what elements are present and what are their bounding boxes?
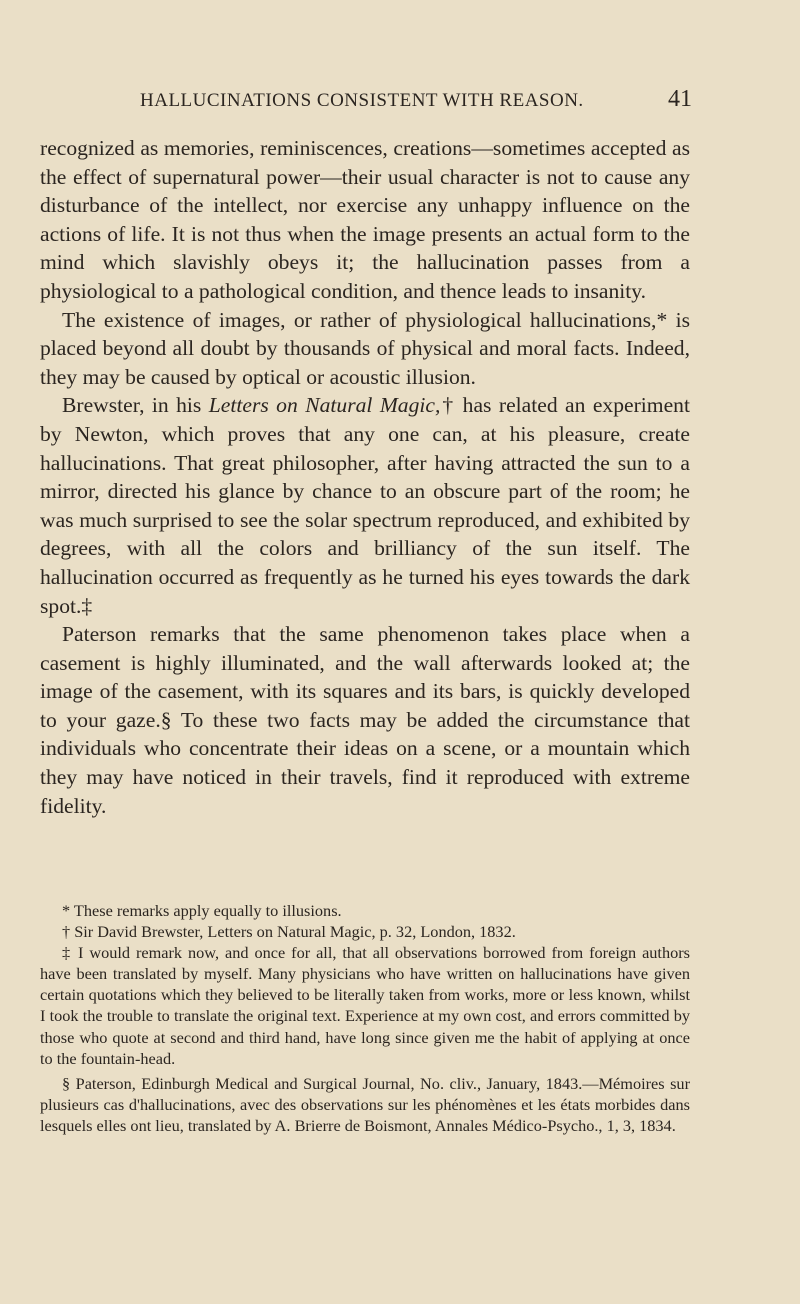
paragraph-4: Paterson remarks that the same phenomenon takes place when a casement is highly illuminated, and the wall afterwards looked at; the image of the casement, with its squares and its bars, is quickly developed to your gaze.§ To these two facts may be added the circumstance that individuals who concentrate their ideas on a scene, or a mountain which they may have noticed in their travels, find it reproduced with extreme fidelity.	[40, 622, 690, 818]
body-text	[40, 134, 690, 820]
footnote-dagger: † Sir David Brewster, Letters on Natural Magic, p. 32, London, 1832.	[62, 922, 516, 942]
page-header	[140, 86, 692, 120]
book-title-italic: Letters on Natural Magic,	[208, 393, 441, 418]
footnotes	[40, 900, 690, 1136]
running-head: HALLUCINATIONS CONSISTENT WITH REASON.	[140, 90, 584, 111]
paragraph-3-end: † has related an experiment by Newton, which proves that any one can, at his pleasure, create hallucinations. That great philosopher, after having attracted the sun to a mirror, directed his glance by chance to an obscure part of the room; he was much surprised to see the solar spectrum reproduced, and exhibited by degrees, with all the colors and brilliancy of the sun itself. The hallucination occurred as frequently as he turned his eyes towards the dark spot.‡	[40, 393, 690, 618]
footnote-double-dagger: ‡ I would remark now, and once for all, that all observations borrowed from foreign authors have been translated by myself. Many physicians who have written on hallucinations have given certain quotations which they believed to be literally taken from works, more or less known, whilst I took the trouble to translate the original text. Experience at my own cost, and errors committed by those who quote at second and third hand, have long since given me the habit of applying at once to the fountain-head.	[40, 943, 690, 1068]
footnote-asterisk: * These remarks apply equally to illusions.	[62, 901, 342, 920]
paragraph-2: The existence of images, or rather of physiological hallucinations,* is placed beyond all doubt by thousands of physical and moral facts. Indeed, they may be caused by optical or acoustic illusion.	[40, 307, 690, 389]
paragraph-1: recognized as memories, reminiscences, creations—sometimes accepted as the effect of supernatural power—their usual character is not to cause any disturbance of the intellect, nor exercise any unhappy influence on the actions of life. It is not thus when the image presents an actual form to the mind which slavishly obeys it; the hallucination passes from a physiological to a pathological condition, and thence leads to insanity.	[40, 136, 690, 303]
footnote-section: § Paterson, Edinburgh Medical and Surgical Journal, No. cliv., January, 1843.—Mémoires sur plusieurs cas d'hallucinations, avec des observations sur les phénomènes et les états morbides dans lesquels elles ont lieu, translated by A. Brierre de Boismont, Annales Médico-Psycho., 1, 3, 1834.	[40, 1073, 690, 1135]
paragraph-3-start: Brewster, in his	[62, 393, 209, 418]
page-number: 41	[668, 86, 692, 112]
paragraph-3	[40, 391, 690, 620]
